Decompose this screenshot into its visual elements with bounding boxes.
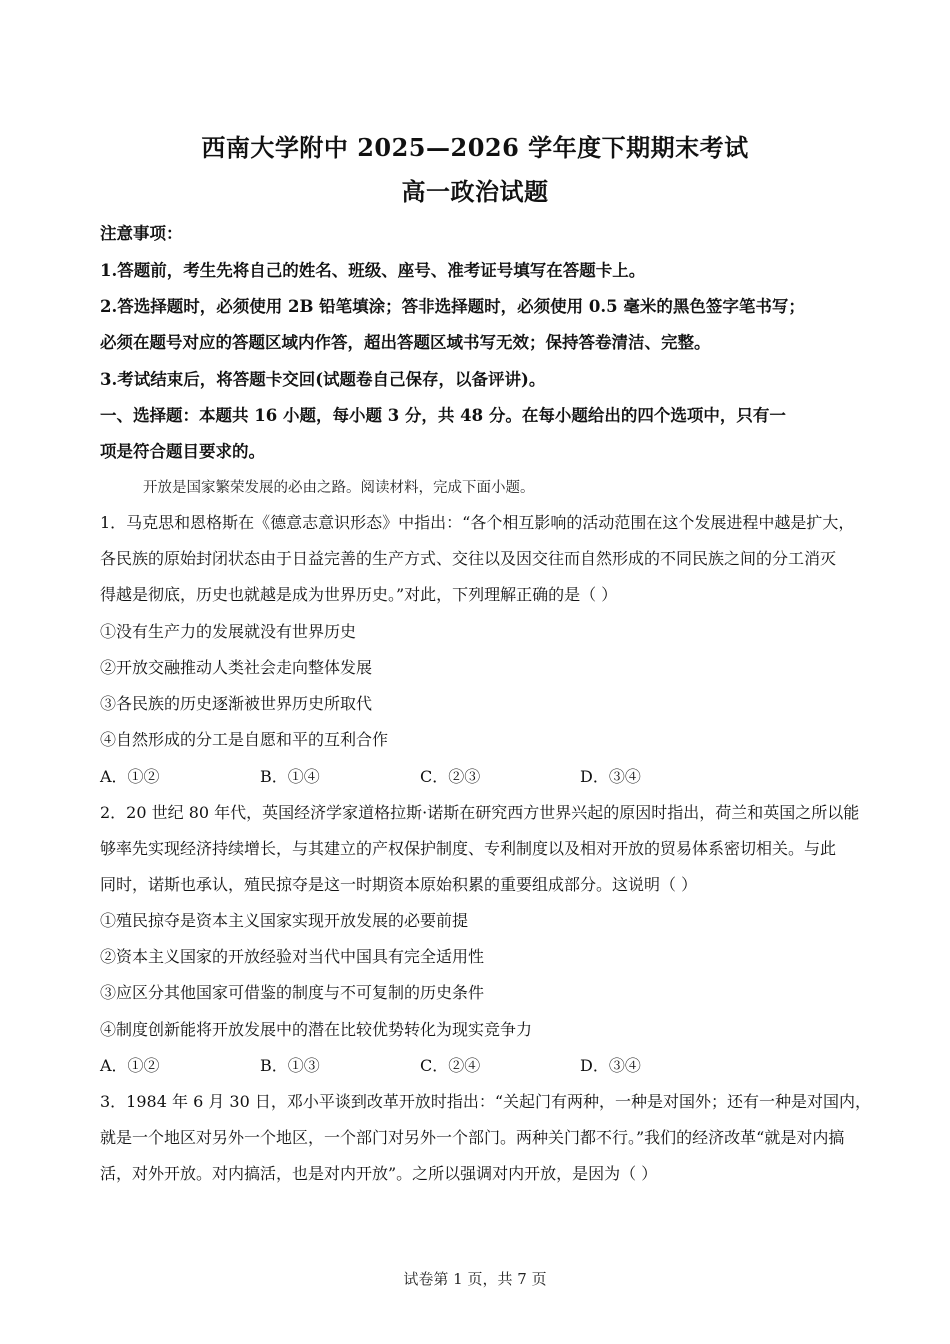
exam-subtitle: 高一政治试题 [401,177,549,206]
question-2-item: ④制度创新能将开放发展中的潜在比较优势转化为现实竞争力 [100,1020,533,1039]
page-footer: 试卷第 1 页，共 7 页 [403,1270,547,1288]
question-1-stem: 各民族的原始封闭状态由于日益完善的生产方式、交往以及因交往而自然形成的不同民族之间的分工消灭 [100,549,837,568]
question-3-stem: 3．1984 年 6 月 30 日，邓小平谈到改革开放时指出：“关起门有两种，一种是对国外；还有一种是对国内， [100,1092,872,1111]
question-1-item: ③各民族的历史逐渐被世界历史所取代 [100,694,373,713]
exam-title: 西南大学附中 2025—2026 学年度下期期末考试 [201,133,749,162]
section-heading: 一、选择题：本题共 16 小题，每小题 3 分，共 48 分。在每小题给出的四个选项中，只有一 [100,406,786,425]
question-2-stem: 够率先实现经济持续增长，与其建立的产权保护制度、专利制度以及相对开放的贸易体系密切相关。与此 [100,839,837,858]
question-2-stem: 同时，诺斯也承认，殖民掠夺是这一时期资本原始积累的重要组成部分。这说明（ ） [100,875,698,894]
option-c: C．②④ [420,1056,481,1075]
option-b: B．①④ [260,767,320,786]
notice-item: 1.答题前，考生先将自己的姓名、班级、座号、准考证号填写在答题卡上。 [100,261,646,280]
question-1-stem: 得越是彻底，历史也就越是成为世界历史。”对此，下列理解正确的是（ ） [100,585,618,604]
notice-heading: 注意事项： [100,224,183,243]
option-d: D．③④ [580,767,641,786]
option-b: B．①③ [260,1056,320,1075]
question-2-stem: 2．20 世纪 80 年代，英国经济学家道格拉斯·诺斯在研究西方世界兴起的原因时指出，荷兰和英国之所以能 [100,803,860,822]
question-2-item: ①殖民掠夺是资本主义国家实现开放发展的必要前提 [100,911,469,930]
question-1-stem: 1．马克思和恩格斯在《德意志意识形态》中指出：“各个相互影响的活动范围在这个发展进程中越是扩大， [100,513,855,532]
material-intro: 开放是国家繁荣发展的必由之路。阅读材料，完成下面小题。 [143,480,535,496]
question-2-item: ③应区分其他国家可借鉴的制度与不可复制的历史条件 [100,983,485,1002]
question-1-item: ②开放交融推动人类社会走向整体发展 [100,658,373,677]
question-3-stem: 就是一个地区对另外一个地区，一个部门对另外一个部门。两种关门都不行。”我们的经济改革“就是对内搞 [100,1128,845,1147]
question-3-stem: 活，对外开放。对内搞活，也是对内开放”。之所以强调对内开放，是因为（ ） [100,1164,658,1183]
option-d: D．③④ [580,1056,641,1075]
notice-item: 必须在题号对应的答题区域内作答，超出答题区域书写无效；保持答卷清洁、完整。 [100,333,711,352]
notice-item: 2.答选择题时，必须使用 2B 铅笔填涂；答非选择题时，必须使用 0.5 毫米的黑色签字笔书写； [100,297,805,316]
question-1-item: ①没有生产力的发展就没有世界历史 [100,622,357,641]
question-2-item: ②资本主义国家的开放经验对当代中国具有完全适用性 [100,947,485,966]
question-1-item: ④自然形成的分工是自愿和平的互利合作 [100,730,389,749]
option-c: C．②③ [420,767,481,786]
option-a: A．①② [100,767,160,786]
option-a: A．①② [100,1056,160,1075]
notice-item: 3.考试结束后，将答题卡交回(试题卷自己保存，以备评讲)。 [100,370,546,389]
section-heading-cont: 项是符合题目要求的。 [100,442,265,461]
